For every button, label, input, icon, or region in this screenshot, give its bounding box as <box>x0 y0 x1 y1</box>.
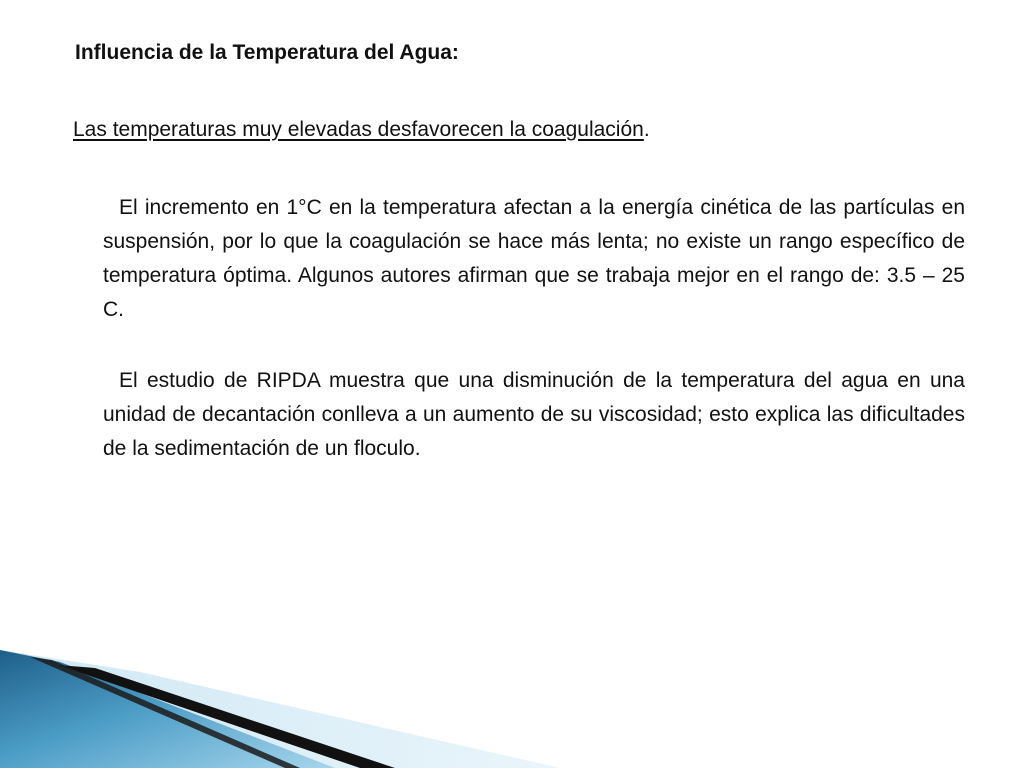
paragraph-temperature-effect <box>103 191 965 327</box>
paragraph-ripda-study <box>103 364 965 466</box>
paragraph-2-text: El estudio de RIPDA muestra que una disminución de la temperatura del agua en una unidad de decantación conlleva a un aumento de su viscosidad; esto explica las dificultades de la sedimentación de un floculo. <box>103 369 965 460</box>
slide-heading: Influencia de la Temperatura del Agua: <box>75 41 459 64</box>
black-streak-thin <box>30 657 300 768</box>
paragraph-1-text: El incremento en 1°C en la temperatura afectan a la energía cinética de las partículas en suspensión, por lo que la coagulación se hace más lenta; no existe un rango específico de temperatura óptima. Algunos autores afirman que se trabaja mejor en el rango de: 3.5 – 25 C. <box>103 196 965 321</box>
slide-subheading <box>73 115 650 145</box>
subheading-tail: . <box>643 118 650 141</box>
light-blue-wedge <box>0 650 560 768</box>
blue-gradient-wedge <box>0 650 335 768</box>
black-streak <box>58 665 395 768</box>
subheading-underlined-text: Las temperaturas muy elevadas desfavorecen la coagulación <box>73 118 644 141</box>
